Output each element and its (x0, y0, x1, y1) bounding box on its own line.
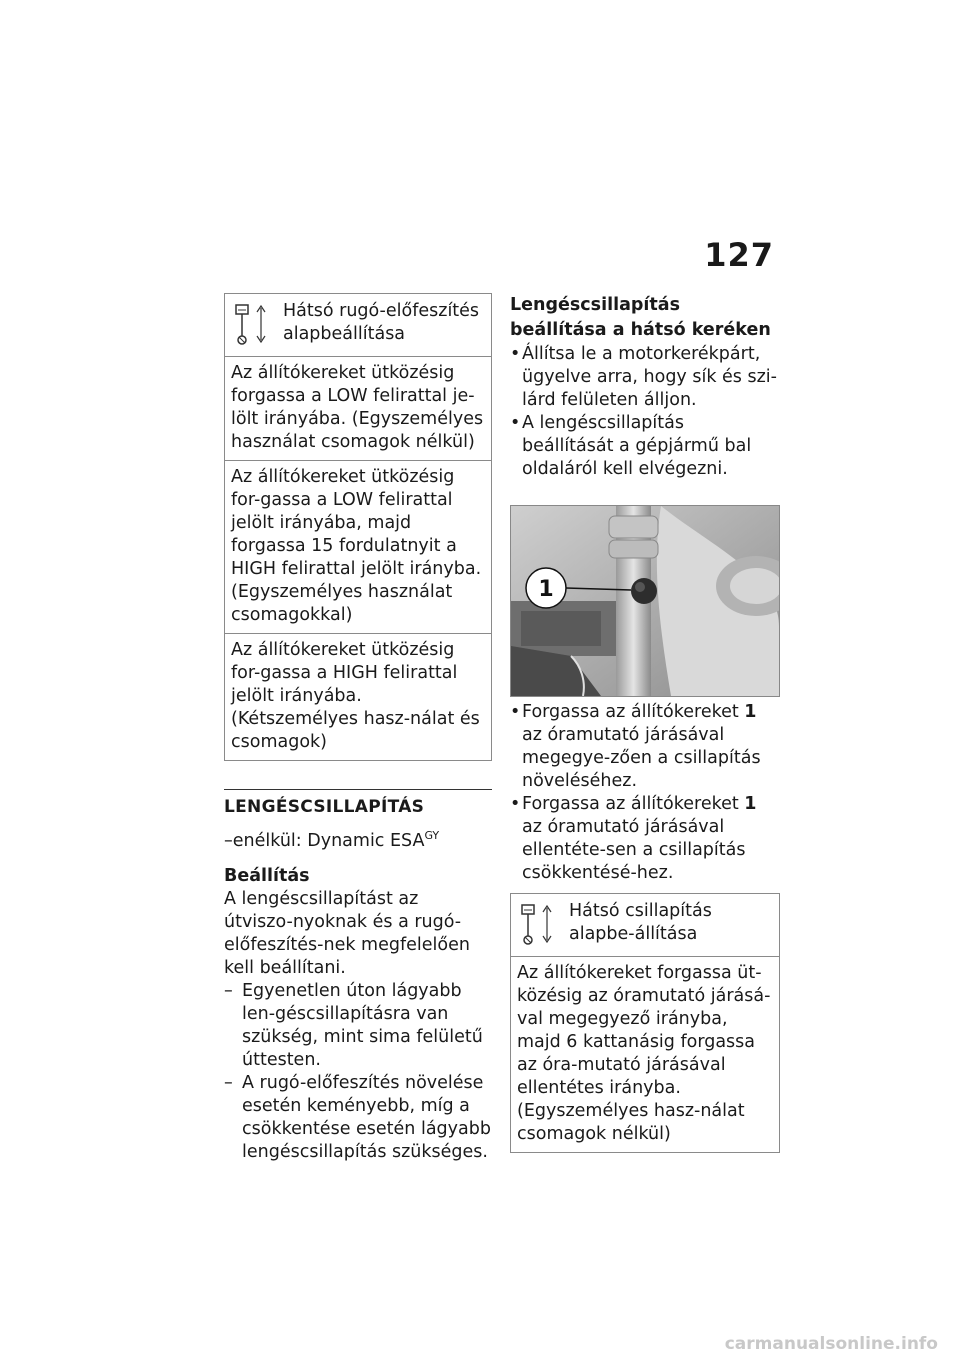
list-item-text: Forgassa az állítókereket (522, 702, 745, 722)
bullet-list-bottom (510, 701, 780, 885)
dash-marker: – (224, 1072, 233, 1093)
list-item-text: az óramutató járásával megegye-zően a csillapítás növeléséhez. (522, 725, 761, 791)
list-item-text: A lengéscsillapítás beállítását a gépjármű bal oldaláról kell elvégezni. (522, 413, 752, 479)
right-heading: Lengéscsillapítás beállítása a hátsó keréken (510, 295, 771, 340)
condition-line (224, 824, 492, 853)
table-header-text: Hátsó csillapítás alapbe-állítása (569, 901, 712, 944)
bullet-marker: • (510, 413, 521, 433)
section-divider (224, 789, 492, 818)
table-row: Az állítókereket ütközésig forgassa a LOW felirattal je-lölt irányába. (Egyszemélyes használat csomagok nélkül) (225, 357, 491, 461)
list-item-text: A rugó-előfeszítés növelése esetén keményebb, míg a csökkentése esetén lágyabb lengéscsillapítás szükséges. (242, 1072, 491, 1162)
table-header-text: Hátsó rugó-előfeszítés alapbeállítása (283, 301, 480, 344)
page-number: 127 (704, 236, 774, 274)
spring-preload-table (224, 293, 492, 761)
callout-number: 1 (744, 794, 757, 814)
photo-callout-label: 1 (538, 577, 554, 602)
list-item (510, 701, 780, 793)
bullet-marker: • (510, 344, 521, 364)
table-row: Az állítókereket ütközésig for-gassa a HIGH felirattal jelölt irányába. (Kétszemélyes hasz-nálat és csomagok) (231, 640, 480, 752)
bullet-list-top (510, 343, 780, 481)
damping-icon (519, 902, 557, 948)
section-title: LENGÉSCSILLAPÍTÁS (224, 797, 425, 817)
left-column (224, 293, 492, 1164)
table-header (225, 294, 491, 357)
callout-number: 1 (744, 702, 757, 722)
list-item-text: Állítsa le a motorkerékpárt, ügyelve arra, hogy sík és szi-lárd felületen álljon. (522, 344, 777, 410)
paragraph: A lengéscsillapítást az útviszo-nyoknak és a rugó-előfeszítés-nek megfelelően kell beállítani. (224, 888, 470, 978)
list-item-text: Forgassa az állítókereket (522, 794, 745, 814)
table-row: Az állítókereket forgassa üt-közésig az óramutató járásá-val megegyező irányba, majd 6 kattanásig forgassa az óra-mutató járásával ellentétes irányba. (Egyszemélyes hasz-nálat csomagok nélkül) (517, 963, 771, 1144)
list-item (510, 793, 780, 885)
damper-adjuster-photo (510, 505, 780, 697)
list-item (224, 980, 492, 1072)
watermark: carmanualsonline.info (724, 1334, 938, 1354)
list-item-text: az óramutató járásával ellentéte-sen a csillapítás csökkentésé-hez. (522, 817, 746, 883)
dash-list (224, 980, 492, 1164)
list-item (224, 1072, 492, 1164)
table-header (511, 894, 779, 957)
damping-table (510, 893, 780, 1153)
right-column (510, 293, 780, 1153)
spring-preload-icon (233, 302, 271, 348)
dash-marker: – (224, 980, 233, 1001)
subheading: Beállítás (224, 865, 310, 886)
bullet-marker: • (510, 702, 521, 722)
list-item (510, 343, 780, 412)
condition-text: –enélkül: Dynamic ESA (224, 830, 425, 851)
condition-superscript: GY (424, 829, 440, 842)
list-item-text: Egyenetlen úton lágyabb len-géscsillapításra van szükség, mint sima felületű úttesten. (242, 980, 483, 1070)
table-row: Az állítókereket ütközésig for-gassa a LOW felirattal jelölt irányába, majd forgassa 15 fordulatnyit a HIGH felirattal jelölt irányba. (Egyszemélyes használat csomagokkal) (225, 461, 491, 634)
bullet-marker: • (510, 794, 521, 814)
list-item (510, 412, 780, 481)
